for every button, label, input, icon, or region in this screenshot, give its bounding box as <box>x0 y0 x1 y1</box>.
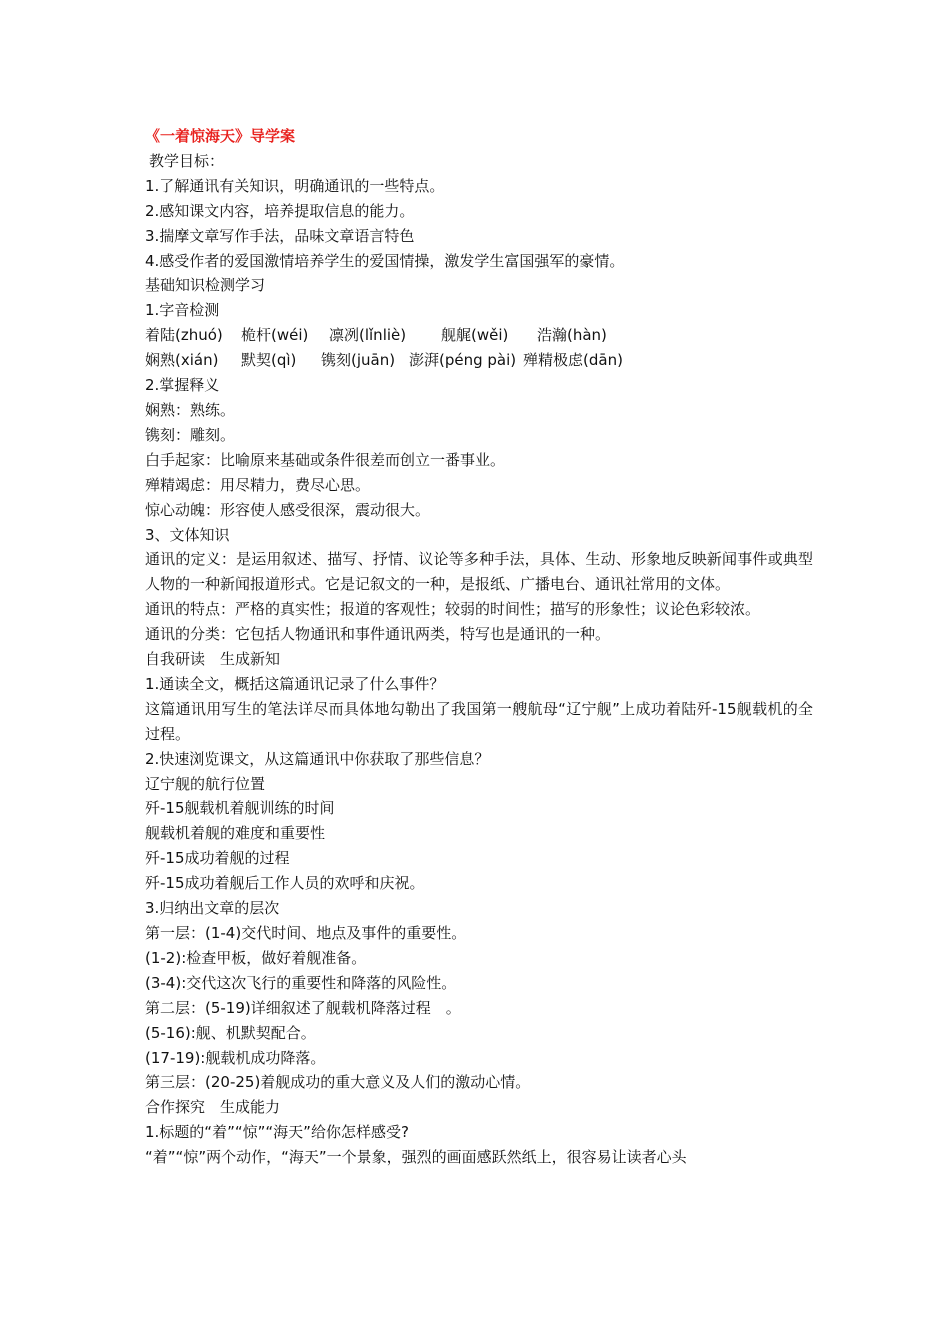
definition-item: 白手起家：比喻原来基础或条件很差而创立一番事业。 <box>145 450 506 469</box>
layer-item: 第三层：(20-25)着舰成功的重大意义及人们的激动心情。 <box>145 1073 531 1092</box>
info-item: 歼-15成功着舰后工作人员的欢呼和庆祝。 <box>145 874 425 893</box>
section-heading: 合作探究 生成能力 <box>145 1098 281 1117</box>
pinyin-item: 着陆(zhuó) <box>145 326 223 345</box>
layer-item: (1-2):检查甲板，做好着舰准备。 <box>145 948 367 967</box>
subsection-heading: 3、文体知识 <box>145 525 230 544</box>
goals-heading: 教学目标： <box>149 151 225 170</box>
section-heading: 基础知识检测学习 <box>145 276 266 295</box>
definition-item: 娴熟：熟练。 <box>145 400 236 419</box>
pinyin-item: 浩瀚(hàn) <box>537 326 607 345</box>
info-item: 歼-15成功着舰的过程 <box>145 849 290 868</box>
layer-item: 第二层：(5-19)详细叙述了舰载机降落过程 。 <box>145 998 461 1017</box>
subsection-heading: 2.掌握释义 <box>145 376 220 395</box>
goal-item: 4.感受作者的爱国激情培养学生的爱国情操，激发学生富国强军的豪情。 <box>145 251 625 270</box>
pinyin-item: 娴熟(xián) <box>145 351 219 370</box>
genre-types: 通讯的分类：它包括人物通讯和事件通讯两类，特写也是通讯的一种。 <box>145 625 611 644</box>
definition-item: 惊心动魄：形容使人感受很深，震动很大。 <box>145 500 431 519</box>
goal-item: 1.了解通讯有关知识，明确通讯的一些特点。 <box>145 176 445 195</box>
goal-item: 3.揣摩文章写作手法，品味文章语言特色 <box>145 226 415 245</box>
pinyin-item: 澎湃(péng pài) <box>409 351 517 370</box>
info-item: 歼-15舰载机着舰训练的时间 <box>145 799 335 818</box>
pinyin-item: 殚精极虑(dān) <box>523 351 623 370</box>
pinyin-item: 舰艉(wěi) <box>441 326 509 345</box>
subsection-heading: 1.字音检测 <box>145 301 220 320</box>
pinyin-item: 桅杆(wéi) <box>241 326 309 345</box>
pinyin-row <box>145 323 813 348</box>
goal-item: 2.感知课文内容，培养提取信息的能力。 <box>145 201 415 220</box>
info-item: 辽宁舰的航行位置 <box>145 774 266 793</box>
pinyin-row <box>145 348 813 373</box>
info-item: 舰载机着舰的难度和重要性 <box>145 824 326 843</box>
document-title: 《一着惊海天》导学案 <box>145 127 296 145</box>
pinyin-item: 默契(qì) <box>241 351 297 370</box>
question: 2.快速浏览课文，从这篇通讯中你获取了那些信息？ <box>145 749 490 768</box>
layer-item: (3-4):交代这次飞行的重要性和降落的风险性。 <box>145 973 457 992</box>
section-heading: 自我研读 生成新知 <box>145 650 281 669</box>
genre-definition: 通讯的定义：是运用叙述、描写、抒情、议论等多种手法，具体、生动、形象地反映新闻事件或典型人物的一种新闻报道形式。它是记叙文的一种，是报纸、广播电台、通讯社常用的文体。 <box>145 550 813 594</box>
genre-traits: 通讯的特点：严格的真实性；报道的客观性；较弱的时间性；描写的形象性；议论色彩较浓。 <box>145 600 761 619</box>
answer: “着”“惊”两个动作，“海天”一个景象，强烈的画面感跃然纸上，很容易让读者心头 <box>145 1148 687 1167</box>
layer-item: 第一层：(1-4)交代时间、地点及事件的重要性。 <box>145 924 467 942</box>
question: 1.通读全文，概括这篇通讯记录了什么事件？ <box>145 674 445 693</box>
definition-item: 镌刻：雕刻。 <box>145 425 236 444</box>
answer: 这篇通讯用写生的笔法详尽而具体地勾勒出了我国第一艘航母“辽宁舰”上成功着陆歼-15舰载机的全过程。 <box>145 699 813 743</box>
pinyin-item: 镌刻(juān) <box>321 351 396 370</box>
definition-item: 殚精竭虑：用尽精力，费尽心思。 <box>145 475 371 494</box>
pinyin-item: 凛冽(lǐnliè) <box>329 326 407 345</box>
layer-item: (17-19):舰载机成功降落。 <box>145 1048 326 1067</box>
question: 3.归纳出文章的层次 <box>145 899 280 918</box>
question: 1.标题的“着”“惊”“海天”给你怎样感受? <box>145 1123 409 1142</box>
document-body <box>145 124 813 1170</box>
layer-item: (5-16):舰、机默契配合。 <box>145 1023 316 1042</box>
